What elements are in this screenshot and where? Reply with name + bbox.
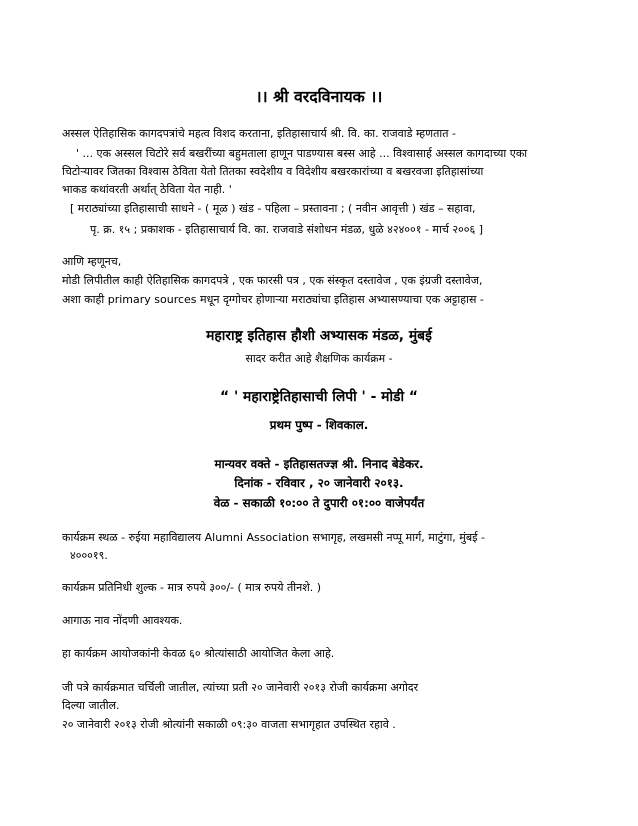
attendance-note: २० जानेवारी २०१३ रोजी श्रोत्यांनी सकाळी ०९:३० वाजता सभागृहात उपस्थित रहावे . xyxy=(62,718,396,731)
program-time: वेळ - सकाळी १०:०० ते दुपारी ०१:०० वाजेपर्यंत xyxy=(213,496,425,510)
paragraph-line: आणि म्हणूनच, xyxy=(62,255,122,268)
intro-line: भाकड कथांवरती अर्थात् ठेविता येत नाही. ' xyxy=(62,183,232,196)
documents-note-line: दिल्या जातील. xyxy=(62,699,120,712)
program-part: प्रथम पुष्प - शिवकाल. xyxy=(269,418,369,432)
venue-line: कार्यक्रम स्थळ - रुईया महाविद्यालय Alumni Association सभागृह, लखमसी नप्पू मार्ग, माटुंगा, मुंबई - xyxy=(62,531,486,544)
speaker: मान्यवर वक्ते - इतिहासतज्ज्ञ श्री. निनाद बेडेकर. xyxy=(214,457,424,471)
intro-line: ' ... एक अस्सल चिटोरे सर्व बखरींच्या बहुमताला हाणून पाडण्यास बस्स आहे ... विश्वासार्ह अस्सल कागदाच्या एका xyxy=(76,147,528,160)
paragraph-line: मोडी लिपीतील काही ऐतिहासिक कागदपत्रे , एक फारसी पत्र , एक संस्कृत दस्तावेज , एक इंग्रजी दस्तावेज, xyxy=(62,274,483,287)
page-title: ।। श्री वरदविनायक ।। xyxy=(255,87,383,106)
venue-line: ४०००१९. xyxy=(70,549,108,562)
fee: कार्यक्रम प्रतिनिधी शुल्क - मात्र रुपये ३००/- ( मात्र रुपये तीनशे. ) xyxy=(62,581,321,594)
organizer-presents: सादर करीत आहे शैक्षणिक कार्यक्रम - xyxy=(245,352,393,365)
program-title: “ ' महाराष्ट्रेतिहासाची लिपी ' - मोडी “ xyxy=(220,389,418,405)
registration-note: आगाऊ नाव नोंदणी आवश्यक. xyxy=(62,614,183,627)
intro-line: अस्सल ऐतिहासिक कागदपत्रांचे महत्व विशद करताना, इतिहासाचार्य श्री. वि. का. राजवाडे म्हणतात - xyxy=(62,127,456,140)
citation-line: [ मराठ्यांच्या इतिहासाची साधने - ( मूळ ) खंड - पहिला – प्रस्तावना ; ( नवीन आवृत्ती ) खंड – सहावा, xyxy=(70,202,476,215)
organizer-name: महाराष्ट्र इतिहास हौशी अभ्यासक मंडळ, मुंबई xyxy=(206,328,432,344)
intro-line: चिटोऱ्यावर जितका विश्वास ठेविता येतो तितका स्वदेशीय व विदेशीय बखरकारांच्या व बखरवजा इतिहासांच्या xyxy=(62,165,484,178)
program-date: दिनांक - रविवार , २० जानेवारी २०१३. xyxy=(234,476,404,490)
paragraph-line: अशा काही primary sources मधून दृग्गोचर होणाऱ्या मराठ्यांचा इतिहास अभ्यासण्याचा एक अट्टाहास - xyxy=(62,293,484,306)
documents-note-line: जी पत्रे कार्यक्रमात चर्चिली जातील, त्यांच्या प्रती २० जानेवारी २०१३ रोजी कार्यक्रमा अगोदर xyxy=(62,681,419,694)
attendee-limit: हा कार्यक्रम आयोजकांनी केवळ ६० श्रोत्यांसाठी आयोजित केला आहे. xyxy=(62,647,335,660)
citation-line: पृ. क्र. १५ ; प्रकाशक - इतिहासाचार्य वि. का. राजवाडे संशोधन मंडळ, धुळे ४२४००१ - मार्च २००६ ] xyxy=(90,223,484,236)
